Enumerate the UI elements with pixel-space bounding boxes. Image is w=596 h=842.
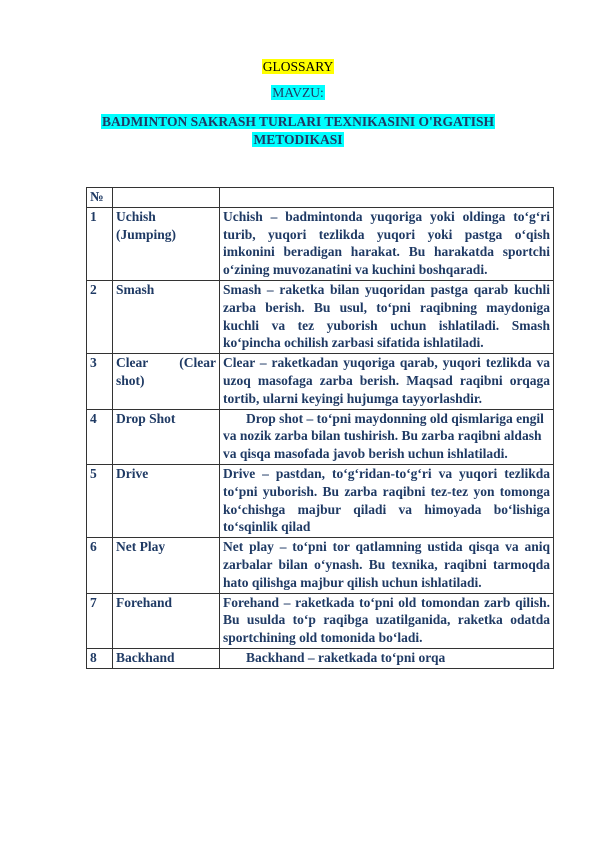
- row-term: Clear (Clear shot): [113, 354, 220, 409]
- row-term: Drive: [113, 464, 220, 537]
- table-row: [87, 207, 554, 280]
- table-row: [87, 464, 554, 537]
- row-term: Net Play: [113, 538, 220, 593]
- mavzu-label: MAVZU:: [272, 85, 324, 100]
- table-row: [87, 648, 554, 668]
- row-definition: Drop shot – to‘pni maydonning old qismlariga engil va nozik zarba bilan tushirish. Bu zarba raqibni aldash va qisqa masofada javob berish uchun ishlatiladi.: [220, 409, 554, 464]
- row-definition: Uchish – badmintonda yuqoriga yoki oldinga to‘g‘ri turib, yuqori tezlikda yuqori yoki pastga o‘qish imkonini beradigan harakat. Bu harakatda sportchi o‘zining muvozanatini va kuchini boshqaradi.: [220, 207, 554, 280]
- table-row: [87, 409, 554, 464]
- row-definition: Clear – raketkadan yuqoriga qarab, yuqori tezlikda va uzoq masofaga zarba berish. Maqsad raqibni orqaga tortib, ularni keyingi hujumga tayyorlashdir.: [220, 354, 554, 409]
- row-definition: Drive – pastdan, to‘g‘ridan-to‘g‘ri va yuqori tezlikda to‘pni yuborish. Bu zarba raqibni tez-tez yon tomonga ko‘chishga majbur qiladi va himoyada bo‘lishiga to‘sqinlik qilad: [220, 464, 554, 537]
- mavzu-heading: [0, 84, 596, 102]
- row-number: 8: [87, 648, 113, 668]
- row-number: 6: [87, 538, 113, 593]
- header-number-cell: №: [87, 188, 113, 208]
- table-row: [87, 354, 554, 409]
- row-term: Smash: [113, 280, 220, 353]
- topic-heading: [80, 113, 516, 149]
- row-number: 2: [87, 280, 113, 353]
- row-definition: Net play – to‘pni tor qatlamning ustida qisqa va aniq zarbalar bilan o‘ynash. Bu texnika, raqibni tarmoqda hato qilishga majbur qilish uchun ishlatiladi.: [220, 538, 554, 593]
- row-number: 4: [87, 409, 113, 464]
- row-term: Drop Shot: [113, 409, 220, 464]
- row-definition: Smash – raketka bilan yuqoridan pastga qarab kuchli zarba berish. Bu usul, to‘pni raqibning maydoniga kuchli va tez yuborish uchun ishlatiladi. Smash ko‘pincha ochilish zarbasi sifatida ishlatiladi.: [220, 280, 554, 353]
- row-term: Forehand: [113, 593, 220, 648]
- table-row: [87, 280, 554, 353]
- row-number: 7: [87, 593, 113, 648]
- row-number: 3: [87, 354, 113, 409]
- row-definition: Backhand – raketkada to‘pni orqa: [220, 648, 554, 668]
- row-term: Backhand: [113, 648, 220, 668]
- glossary-table: [86, 187, 554, 669]
- glossary-heading: [0, 58, 596, 76]
- table-row: [87, 538, 554, 593]
- header-term-cell: [113, 188, 220, 208]
- row-number: 1: [87, 207, 113, 280]
- row-term: Uchish (Jumping): [113, 207, 220, 280]
- table-row: [87, 593, 554, 648]
- glossary-title: GLOSSARY: [262, 59, 334, 74]
- topic-title: BADMINTON SAKRASH TURLARI TEXNIKASINI O'RGATISH METODIKASI: [101, 114, 495, 147]
- row-definition: Forehand – raketkada to‘pni old tomondan zarb qilish. Bu usulda to‘p raqibga uzatilganida, raketka odatda sportchining old tomonida bo‘ladi.: [220, 593, 554, 648]
- table-header-row: [87, 188, 554, 208]
- row-number: 5: [87, 464, 113, 537]
- header-definition-cell: [220, 188, 554, 208]
